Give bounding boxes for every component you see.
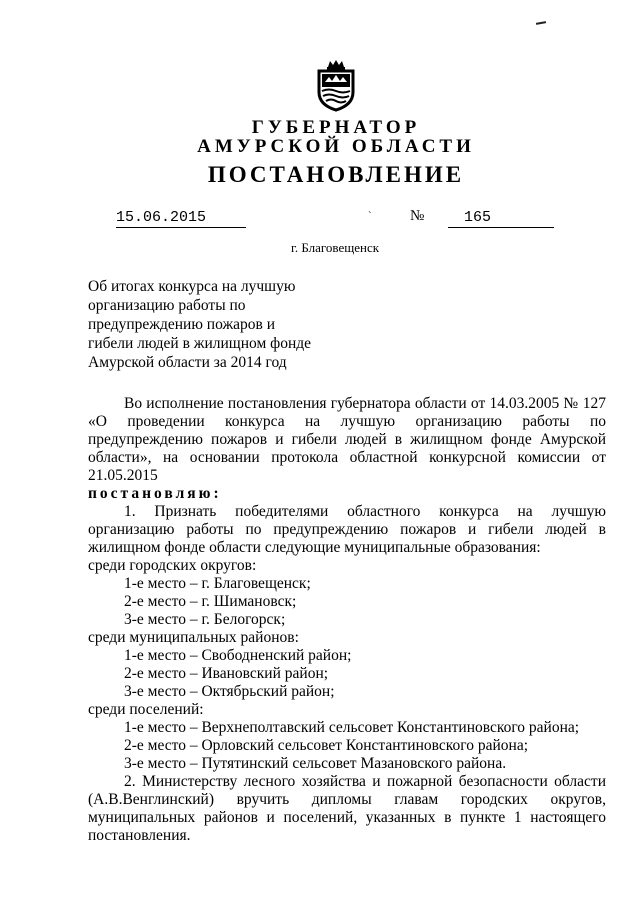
document-date: 15.06.2015 [116,209,207,226]
subject-line: организацию работы по [88,297,246,314]
subject-line: Амурской области за 2014 год [88,354,287,371]
list-item: 1-е место – Свободненский район; [124,647,352,664]
number-field [448,208,554,228]
list-item: 1-е место – Верхнеполтавский сельсовет Константиновского района; [124,719,580,736]
city: г. Благовещенск [290,240,380,255]
date-field [116,208,246,228]
list-item: 3-е место – Октябрьский район; [124,683,335,700]
pen-mark [536,21,546,25]
item-2: 2. Министерству лесного хозяйства и пожарной безопасности области (А.В.Венглинский) вручить дипломы главам городских округов, муниципальных районов и поселений, указанных в пункте 1 настоящего постановления. [88,773,606,844]
number-label: № [410,208,425,224]
group-title-city-districts: среди городских округов: [88,557,257,574]
region-title: АМУРСКОЙ ОБЛАСТИ [197,136,475,157]
subject-line: Об итогах конкурса на лучшую [88,278,296,295]
subject-line: предупреждению пожаров и [88,316,276,333]
list-item: 2-е место – Ивановский район; [124,665,329,682]
list-item: 2-е место – г. Шимановск; [124,593,297,610]
document-subject [88,277,348,372]
intro-paragraph: Во исполнение постановления губернатора области от 14.03.2005 № 127 «О проведении конкурса на лучшую организацию работы по предупреждению пожаров и гибели людей в жилищном фонде Амурской области», на основании протокола областной конкурсной комиссии от 21.05.2015 [88,395,606,484]
resolve-word: постановляю: [88,485,222,502]
group-title-settlements: среди поселений: [88,701,204,718]
group-title-municipal-districts: среди муниципальных районов: [88,629,299,646]
coat-of-arms-emblem [315,58,357,112]
document-type: ПОСТАНОВЛЕНИЕ [207,162,465,187]
list-item: 3-е место – Путятинский сельсовет Мазановского района. [124,755,507,772]
list-item: 3-е место – г. Белогорск; [124,611,286,628]
item-1: 1. Признать победителями областного конкурса на лучшую организацию работы по предупреждению пожаров и гибели людей в жилищном фонде области следующие муниципальные образования: [88,503,606,556]
document-body [88,395,606,845]
tick-mark: ` [368,210,372,222]
list-item: 2-е место – Орловский сельсовет Константиновского района; [124,737,528,754]
document-number: 165 [464,209,492,226]
governor-title: ГУБЕРНАТОР [251,117,421,138]
list-item: 1-е место – г. Благовещенск; [124,575,311,592]
subject-line: гибели людей в жилищном фонде [88,335,312,352]
